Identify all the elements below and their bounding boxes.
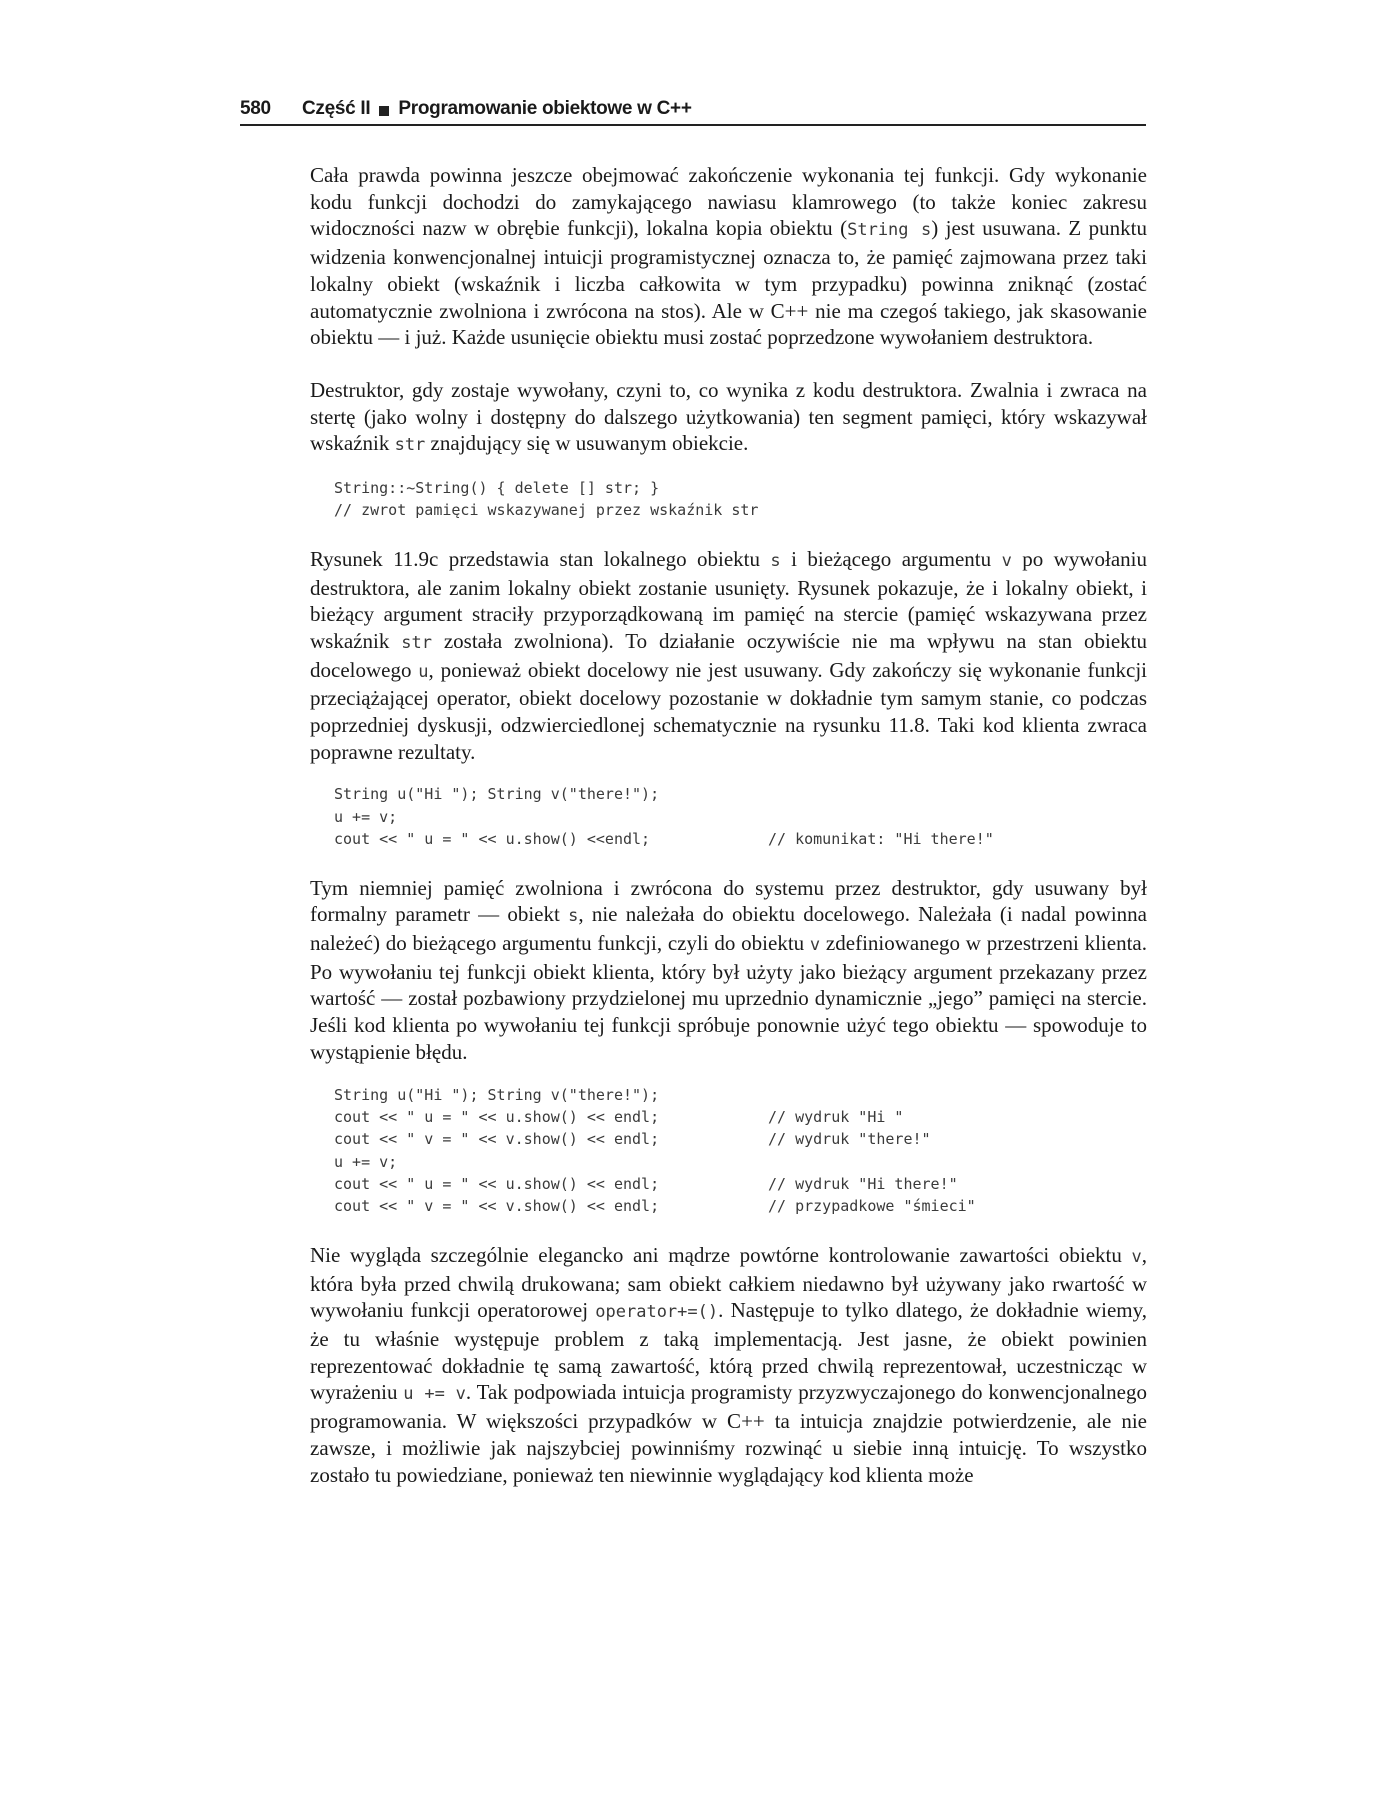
code-line: String u("Hi "); String v("there!"); — [334, 785, 660, 804]
code-line: u += v; — [334, 1152, 398, 1171]
code-listing-2 — [334, 783, 1147, 850]
code-line: cout << " u = " << u.show() <<endl; // komunikat: "Hi there!" — [334, 828, 1147, 850]
code-listing-1 — [334, 477, 1147, 522]
text-run: Destruktor, gdy zostaje wywołany, czyni to, co wynika z kodu destruktora. Zwalnia i zwraca na stertę (jako wolny i dostępny do dalszego użytkowania) ten segment pamięci, który wskazywał wskaźnik — [310, 377, 1147, 456]
paragraph-4: Tym niemniej pamięć zwolniona i zwrócona do systemu przez destruktor, gdy usuwany był formalny parametr — obiekt s, nie należała do obiektu docelowego. Należała (i nadal powinna należeć) do bieżącego argumentu funkcji, czyli do obiektu v zdefiniowanego w przestrzeni klienta. Po wywołaniu tej funkcji obiekt klienta, który był użyty jako bieżący argument przekazany przez wartość — został pozbawiony przydzielonej mu uprzednio dynamicznie „jego” pamięci na stercie. Jeśli kod klienta po wywołaniu tej funkcji spróbuje ponownie użyć tego obiektu — spowoduje to wystąpienie błędu. — [310, 875, 1147, 1064]
code-line: String u("Hi "); String v("there!"); — [334, 1085, 660, 1104]
code-line: cout << " v = " << v.show() << endl; // przypadkowe "śmieci" — [334, 1195, 1147, 1217]
text-run: ) jest usuwana. Z punktu widzenia konwencjonalnej intuicji programistycznej oznacza to, że pamięć zajmowana przez taki lokalny obiekt (wskaźnik i liczba całkowita w tym przypadku) powinna zniknąć (zostać automatycznie zwolniona i zwrócona na stos). Ale w C++ nie ma czegoś takiego, jak skasowanie obiektu — i już. Każde usunięcie obiektu musi zostać poprzedzone wywołaniem destruktora. — [310, 216, 1147, 350]
inline-code: v — [1131, 1246, 1142, 1267]
code-comment: // komunikat: "Hi there!" — [768, 830, 994, 849]
code-comment: // wydruk "there!" — [768, 1130, 931, 1149]
code-line: cout << " v = " << v.show() << endl; // wydruk "there!" — [334, 1128, 1147, 1150]
code-line: cout << " u = " << u.show() << endl; // wydruk "Hi " — [334, 1106, 1147, 1128]
code-comment: // wydruk "Hi " — [768, 1107, 904, 1126]
inline-code: u — [418, 661, 429, 682]
paragraph-1 — [310, 162, 1147, 351]
page-body — [310, 162, 1147, 1514]
running-header — [240, 92, 1146, 126]
inline-code: s — [568, 906, 579, 927]
code-line: // zwrot pamięci wskazywanej przez wskaźnik str — [334, 501, 759, 520]
inline-code: String s — [847, 220, 932, 241]
code-comment: // wydruk "Hi there!" — [768, 1175, 958, 1194]
inline-code: u += v — [403, 1384, 466, 1405]
text-run: znajdujący się w usuwanym obiekcie. — [425, 431, 749, 456]
code-line: u += v; — [334, 807, 398, 826]
inline-code: v — [1001, 550, 1012, 571]
code-comment: // przypadkowe "śmieci" — [768, 1197, 976, 1216]
code-line: cout << " u = " << u.show() << endl; // wydruk "Hi there!" — [334, 1173, 1147, 1195]
inline-code: str — [394, 435, 426, 456]
code-listing-3 — [334, 1084, 1147, 1218]
paragraph-2 — [310, 377, 1147, 459]
inline-code: operator+=() — [595, 1302, 719, 1323]
paragraph-5: Nie wygląda szczególnie elegancko ani mądrze powtórne kontrolowanie zawartości obiektu v, która była przed chwilą drukowana; sam obiekt całkiem niedawno był używany jako rwartość w wywołaniu funkcji operatorowej operator+=(). Następuje to tylko dlatego, że dokładnie wiemy, że tu właśnie występuje problem z taką implementacją. Jest jasne, że obiekt powinien reprezentować dokładnie tę samą zawartość, którą przed chwilą reprezentował, uczestnicząc w wyrażeniu u += v. Tak podpowiada intuicja programisty przyzwyczajonego do konwencjonalnego programowania. W większości przypadków w C++ ta intuicja znajdzie potwierdzenie, ale nie zawsze, i możliwie jak najszybciej powinniśmy rozwinąć u siebie inną intuicję. To wszystko zostało tu powiedziane, ponieważ ten niewinnie wyglądający kod klienta może — [310, 1242, 1147, 1487]
chapter-title: Programowanie obiektowe w C++ — [398, 98, 692, 119]
inline-code: str — [401, 632, 432, 653]
part-label: Część II — [302, 98, 371, 119]
page-number: 580 — [240, 98, 271, 119]
text-run: Cała prawda powinna jeszcze obejmować zakończenie wykonania tej funkcji. Gdy wykonanie kodu funkcji dochodzi do zamykającego nawiasu klamrowego (to także koniec zakresu widoczności nazw w obrębie funkcji), lokalna kopia obiektu ( — [310, 163, 1147, 241]
separator-square-icon — [379, 106, 389, 116]
inline-code: v — [809, 935, 821, 956]
paragraph-3: Rysunek 11.9c przedstawia stan lokalnego obiektu s i bieżącego argumentu v po wywołaniu destruktora, ale zanim lokalny obiekt zostanie usunięty. Rysunek pokazuje, że i lokalny obiekt, i bieżący argument straciły przyporządkowaną im pamięć na stercie (pamięć wskazywana przez wskaźnik str została zwolniona). To działanie oczywiście nie ma wpływu na stan obiektu docelowego u, ponieważ obiekt docelowy nie jest usuwany. Gdy zakończy się wykonanie funkcji przeciążającej operator, obiekt docelowy pozostanie w dokładnie tym samym stanie, co podczas poprzedniej dyskusji, odzwierciedlonej schematycznie na rysunku 11.8. Taki kod klienta zwraca poprawne rezultaty. — [310, 546, 1148, 764]
code-line: String::~String() { delete [] str; } — [334, 479, 660, 498]
inline-code: s — [770, 550, 781, 571]
